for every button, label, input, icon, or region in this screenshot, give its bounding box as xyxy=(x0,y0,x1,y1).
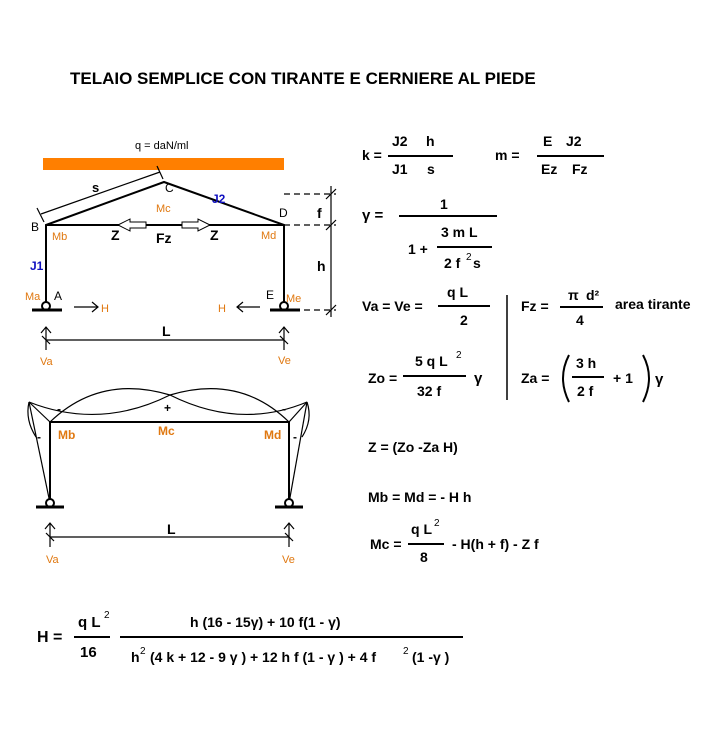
label-Mc-2: Mc xyxy=(158,424,175,438)
svg-text:d²: d² xyxy=(586,287,600,303)
label-L-2: L xyxy=(167,521,176,537)
label-Mb: Mb xyxy=(52,231,68,243)
sign-minus-tr: - xyxy=(282,402,286,416)
formula-zo xyxy=(368,350,483,399)
label-f: f xyxy=(317,205,322,221)
svg-text:(4 k + 12 - 9 γ ) + 12 h f (1: (4 k + 12 - 9 γ ) + 12 h f (1 - γ ) + 4 f xyxy=(150,649,377,665)
label-D: D xyxy=(279,206,288,220)
svg-text:2: 2 xyxy=(403,646,409,657)
support-left-2 xyxy=(36,499,64,507)
formula-m xyxy=(495,133,604,177)
moment-col-left xyxy=(29,402,50,503)
tie-arrow-right xyxy=(182,219,210,231)
label-J1: J1 xyxy=(30,259,44,273)
formula-H xyxy=(37,610,463,665)
svg-text:q L: q L xyxy=(411,521,432,537)
page-title: TELAIO SEMPLICE CON TIRANTE E CERNIERE AL PIEDE xyxy=(70,69,536,88)
svg-text:Va = Ve =: Va = Ve = xyxy=(362,298,423,314)
svg-text:H =: H = xyxy=(37,629,63,646)
label-Me: Me xyxy=(286,293,302,305)
sign-plus: + xyxy=(164,401,172,415)
svg-text:h (16 - 15γ) + 10 f(1 - γ): h (16 - 15γ) + 10 f(1 - γ) xyxy=(190,614,341,630)
formula-mb: Mb = Md = - H h xyxy=(368,489,472,505)
formula-k xyxy=(362,133,453,177)
svg-text:k =: k = xyxy=(362,147,382,163)
formula-va xyxy=(362,284,490,328)
load-label: q = daN/ml xyxy=(135,140,189,152)
svg-text:J1: J1 xyxy=(392,161,408,177)
moment-col-right xyxy=(289,402,307,503)
svg-text:2: 2 xyxy=(460,312,468,328)
svg-text:s: s xyxy=(427,161,435,177)
label-H-right: H xyxy=(218,303,226,315)
dim-s-line xyxy=(41,172,160,214)
label-Ma: Ma xyxy=(25,291,41,303)
label-s: s xyxy=(92,180,100,195)
label-h: h xyxy=(317,258,326,274)
label-E: E xyxy=(266,288,275,302)
svg-text:2 f: 2 f xyxy=(577,383,594,399)
label-Z-right: Z xyxy=(210,227,219,243)
svg-text:2: 2 xyxy=(434,518,440,529)
label-Va-2: Va xyxy=(46,554,59,566)
svg-text:J2: J2 xyxy=(566,133,582,149)
distributed-load-bar xyxy=(43,158,284,170)
svg-text:s: s xyxy=(473,255,481,271)
svg-text:3 h: 3 h xyxy=(576,355,597,371)
svg-text:1 +: 1 + xyxy=(408,241,428,257)
label-A: A xyxy=(54,289,63,303)
svg-text:J2: J2 xyxy=(392,133,408,149)
svg-text:π: π xyxy=(568,287,579,303)
svg-text:2: 2 xyxy=(466,252,472,263)
svg-text:q L: q L xyxy=(78,614,101,631)
formula-fz xyxy=(521,287,691,328)
svg-text:γ: γ xyxy=(655,371,664,388)
svg-text:Ez: Ez xyxy=(541,161,558,177)
moment-diagram xyxy=(28,389,309,566)
svg-text:8: 8 xyxy=(420,549,428,565)
frame-diagram xyxy=(25,140,336,368)
svg-text:3 m L: 3 m L xyxy=(441,224,478,240)
svg-text:h: h xyxy=(426,133,435,149)
label-Fz: Fz xyxy=(156,230,172,246)
support-right-2 xyxy=(275,499,303,507)
svg-text:γ =: γ = xyxy=(362,207,384,224)
sign-minus-tl: - xyxy=(57,402,61,416)
label-Md-2: Md xyxy=(264,428,282,442)
svg-text:1: 1 xyxy=(440,196,448,212)
formula-z: Z = (Zo -Za H) xyxy=(368,439,458,455)
label-Va: Va xyxy=(40,356,53,368)
label-Z-left: Z xyxy=(111,227,120,243)
svg-text:+ 1: + 1 xyxy=(613,370,633,386)
sign-minus-l: - xyxy=(37,430,41,444)
label-Md: Md xyxy=(261,230,277,242)
svg-text:Fz: Fz xyxy=(572,161,588,177)
svg-text:2 f: 2 f xyxy=(444,255,461,271)
support-A xyxy=(32,302,62,310)
label-Mb-2: Mb xyxy=(58,428,76,442)
svg-text:2: 2 xyxy=(456,350,462,361)
label-Ve: Ve xyxy=(278,355,291,367)
svg-text:5 q L: 5 q L xyxy=(415,353,448,369)
formula-gamma xyxy=(362,196,497,271)
svg-text:area tirante: area tirante xyxy=(615,296,691,312)
label-C: C xyxy=(165,181,174,195)
svg-text:2: 2 xyxy=(140,646,146,657)
label-L: L xyxy=(162,323,171,339)
tie-arrow-left xyxy=(118,219,146,231)
svg-text:- H(h + f) - Z f: - H(h + f) - Z f xyxy=(452,536,539,552)
formula-mc xyxy=(370,518,539,565)
label-Mc: Mc xyxy=(156,203,171,215)
svg-text:γ: γ xyxy=(474,370,483,387)
svg-text:(1 -γ ): (1 -γ ) xyxy=(412,649,450,665)
label-B: B xyxy=(31,220,40,234)
svg-text:Zo =: Zo = xyxy=(368,370,398,386)
svg-text:h: h xyxy=(131,649,140,665)
svg-text:E: E xyxy=(543,133,553,149)
svg-text:16: 16 xyxy=(80,644,97,661)
svg-text:4: 4 xyxy=(576,312,584,328)
label-H-left: H xyxy=(101,303,109,315)
svg-text:q L: q L xyxy=(447,284,468,300)
svg-text:Za =: Za = xyxy=(521,370,550,386)
svg-text:32 f: 32 f xyxy=(417,383,442,399)
formula-za xyxy=(521,355,664,402)
label-Ve-2: Ve xyxy=(282,554,295,566)
svg-text:2: 2 xyxy=(104,610,110,621)
sign-minus-r: - xyxy=(293,430,297,444)
svg-text:Mc =: Mc = xyxy=(370,536,402,552)
label-J2: J2 xyxy=(212,192,226,206)
svg-text:m =: m = xyxy=(495,147,520,163)
svg-text:Fz =: Fz = xyxy=(521,298,549,314)
